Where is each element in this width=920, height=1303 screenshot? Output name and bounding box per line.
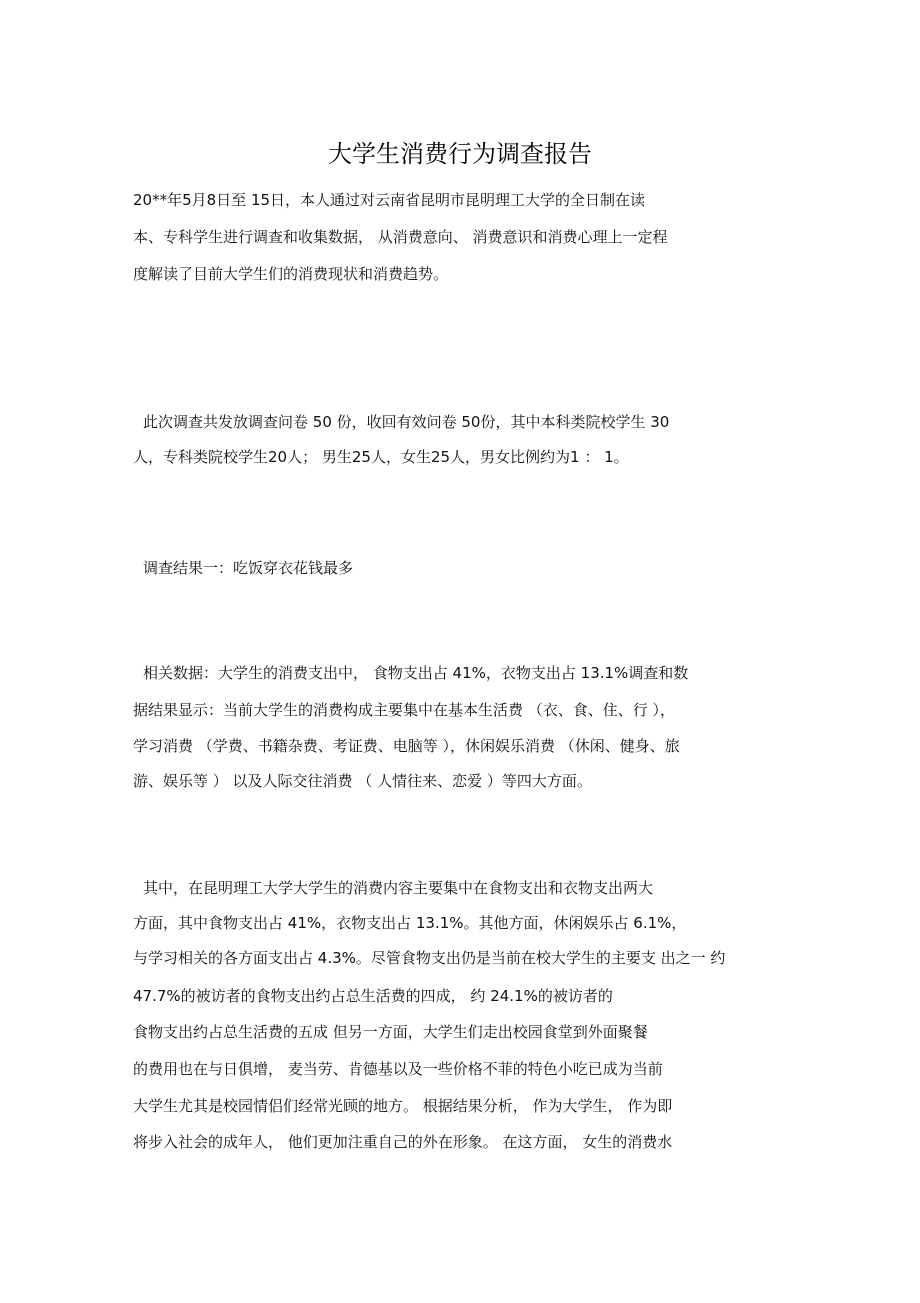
paragraph-5-line-1: 其中，在昆明理工大学大学生的消费内容主要集中在食物支出和衣物支出两大 — [143, 879, 654, 897]
paragraph-5-line-6: 的费用也在与日俱增， 麦当劳、肯德基以及一些价格不菲的特色小吃已成为当前 — [133, 1060, 663, 1078]
paragraph-5-line-4: 47.7%的被访者的食物支出约占总生活费的四成， 约 24.1%的被访者的 — [133, 987, 613, 1005]
paragraph-4-line-3: 学习消费 （学费、书籍杂费、考证费、电脑等 ），休闲娱乐消费 （休闲、健身、旅 — [133, 737, 680, 755]
paragraph-5-line-5: 食物支出约占总生活费的五成 但另一方面，大学生们走出校园食堂到外面聚餐 — [133, 1023, 648, 1041]
paragraph-4-line-1: 相关数据：大学生的消费支出中， 食物支出占 41%，衣物支出占 13.1%调查和数 — [143, 664, 689, 682]
paragraph-5-line-2: 方面，其中食物支出占 41%，衣物支出占 13.1%。其他方面，休闲娱乐占 6.1%， — [133, 914, 687, 932]
paragraph-1-line-2: 本、专科学生进行调查和收集数据， 从消费意向、 消费意识和消费心理上一定程 — [133, 228, 668, 246]
paragraph-5-line-8: 将步入社会的成年人， 他们更加注重自己的外在形象。 在这方面， 女生的消费水 — [133, 1133, 673, 1151]
page-title: 大学生消费行为调查报告 — [328, 140, 592, 168]
paragraph-2-line-2: 人，专科类院校学生20人； 男生25人，女生25人，男女比例约为1 ： 1。 — [133, 448, 629, 466]
result-heading-1: 调查结果一：吃饭穿衣花钱最多 — [143, 559, 354, 577]
paragraph-5-line-3: 与学习相关的各方面支出占 4.3%。尽管食物支出仍是当前在校大学生的主要支 出之一 约 — [133, 949, 726, 967]
paragraph-2-line-1: 此次调查共发放调查问卷 50 份，收回有效问卷 50份，其中本科类院校学生 30 — [143, 413, 670, 431]
paragraph-1-line-3: 度解读了目前大学生们的消费现状和消费趋势。 — [133, 265, 449, 283]
paragraph-4-line-4: 游、娱乐等 ） 以及人际交往消费 （ 人情往来、恋爱 ）等四大方面。 — [133, 772, 592, 790]
paragraph-4-line-2: 据结果显示：当前大学生的消费构成主要集中在基本生活费 （衣、食、住、行 ）， — [133, 701, 676, 719]
paragraph-5-line-7: 大学生尤其是校园情侣们经常光顾的地方。 根据结果分析， 作为大学生， 作为即 — [133, 1097, 673, 1115]
paragraph-1-line-1: 20**年5月8日至 15日，本人通过对云南省昆明市昆明理工大学的全日制在读 — [133, 191, 646, 209]
